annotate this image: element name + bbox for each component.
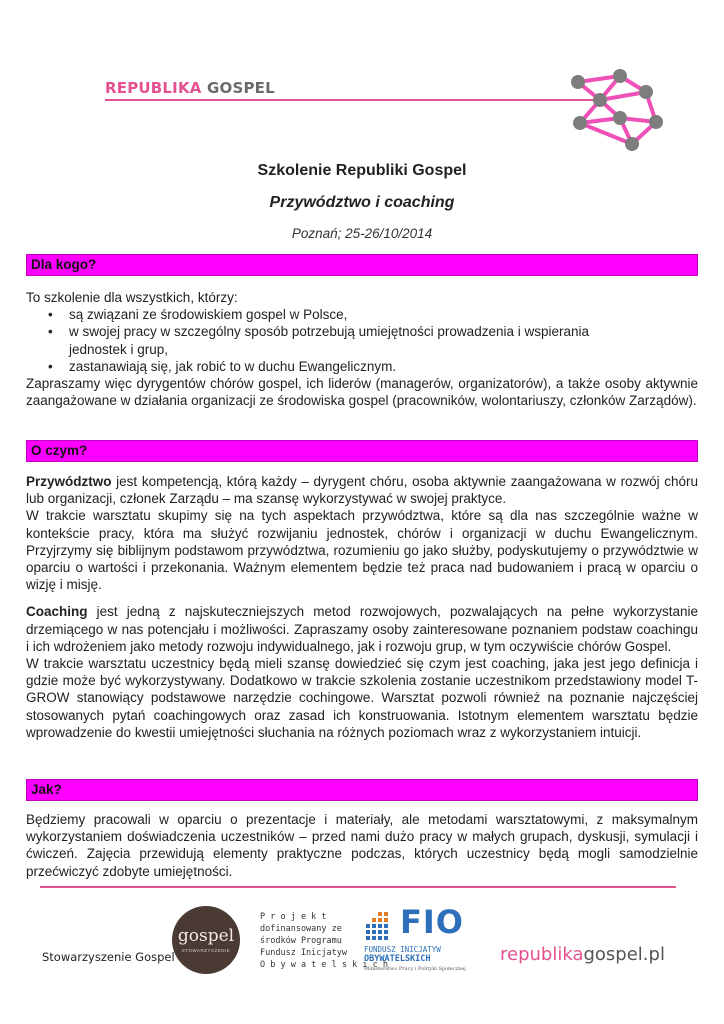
coaching-paragraph bbox=[26, 603, 698, 655]
fio-line1: FUNDUSZ INICJATYW bbox=[364, 945, 441, 954]
website-part1: republika bbox=[500, 944, 584, 965]
section-heading-dla-kogo: Dla kogo? bbox=[26, 254, 698, 276]
coaching-details: W trakcie warsztatu uczestnicy będą mieli szansę dowiedzieć się czym jest coaching, jaka jest jego definicja i gdzie może być wykorzystywany. Dodatkowo w trakcie szkolenia zostanie uczestnikom przedstawiony model T-GROW stanowiący podstawowe narzędzie cochingowe. Warsztat pozwoli również na poznanie najczęściej stosowanych pytań coachingowych oraz zasad ich konstruowania. Istotnym elementem warsztatu będzie wprowadzenie do kwestii umiejętności słuchania na różnych poziomach wraz z wykorzystaniem intuicji. bbox=[26, 656, 698, 740]
section-heading-o-czym: O czym? bbox=[26, 440, 698, 462]
project-line: P r o j e k t bbox=[260, 912, 327, 922]
brand-part-republika: REPUBLIKA bbox=[105, 79, 202, 97]
fio-logo: FIO bbox=[400, 903, 464, 941]
leadership-paragraph bbox=[26, 473, 698, 507]
place-date: Poznań; 25-26/10/2014 bbox=[291, 226, 433, 241]
page-subtitle: Przywództwo i coaching bbox=[269, 194, 455, 211]
project-line: dofinansowany ze bbox=[260, 924, 342, 934]
method-text: Będziemy pracowali w oparciu o prezentacje i materiały, ale metodami warsztatowymi, z maksymalnym wykorzystaniem doświadczenia uczestników – przed nami dużo pracy w małych grupach, dyskusji, symulacji i ćwiczeń. Zajęcia przewidują elementy praktyczne podczas, których uczestnicy będą mogli samodzielnie przećwiczyć zdobyte umiejętności. bbox=[26, 812, 698, 879]
list-item: • są związani ze środowiskiem gospel w Polsce, bbox=[26, 306, 698, 323]
org-name: Stowarzyszenie Gospel bbox=[42, 950, 175, 964]
audience-list bbox=[26, 306, 698, 375]
section-body-o-czym bbox=[26, 473, 698, 741]
term-leadership: Przywództwo bbox=[26, 474, 112, 489]
term-coaching: Coaching bbox=[26, 604, 88, 620]
list-item: • w swojej pracy w szczególny sposób potrzebują umiejętności prowadzenia i wspierania jednostek i grup, bbox=[26, 323, 698, 357]
leadership-definition: jest kompetencją, którą każdy – dyrygent chóru, osoba aktywnie zaangażowana w rozwój chóru lub organizacji, członek Zarządu – ma szansę wykorzystywać w swojej praktyce. bbox=[26, 474, 698, 507]
section-body-dla-kogo bbox=[26, 289, 698, 409]
leadership-details: W trakcie warsztatu skupimy się na tych aspektach przywództwa, które są dla nas szczególnie ważne w kontekście pracy, która ma służyć rozwijaniu jednostek, chórów i organizacji w duchu Ewangelicznym. Przyjrzymy się biblijnym podstawom przywództwa, rozumieniu go jako służby, podyskutujemy o przywództwie w oparciu o wartości i przekonania. Ważnym elementem będzie też praca nad budowaniem i pracą w oparciu o wizję i misję. bbox=[26, 508, 698, 593]
outro-text: Zapraszamy więc dyrygentów chórów gospel, ich liderów (managerów, organizatorów), a także osoby aktywnie zaangażowane w działania organizacji ze środowiska gospel (pracowników, wolontariuszy, członków Zarządów). bbox=[26, 376, 698, 409]
coaching-definition: jest jedną z najskuteczniejszych metod rozwojowych, pozwalających na pełne wykorzystanie drzemiącego w nas potencjału i możliwości. Zapraszamy osoby zainteresowane poznaniem podstaw coachingu i ich wdrożeniem jako metody rozwoju indywidualnego, jak i rozwoju grup, w tym oczywiście chórów Gospel. bbox=[26, 604, 698, 654]
gospel-logo bbox=[172, 906, 240, 974]
page-title: Szkolenie Republiki Gospel bbox=[257, 162, 467, 179]
website-part2: gospel.pl bbox=[583, 944, 665, 965]
brand-part-gospel: GOSPEL bbox=[207, 79, 275, 97]
section-heading-jak: Jak? bbox=[26, 779, 698, 801]
section-body-jak bbox=[26, 811, 698, 880]
project-line: środków Programu bbox=[260, 936, 342, 946]
list-item: • zastanawiają się, jak robić to w duchu Ewangelicznym. bbox=[26, 358, 698, 375]
gospel-logo-text: gospel bbox=[177, 926, 235, 946]
project-line: Fundusz Inicjatyw bbox=[260, 948, 347, 958]
header-network-graphic bbox=[0, 60, 724, 160]
fio-line3: Ministerstwo Pracy i Polityki Społecznej bbox=[364, 966, 466, 972]
gospel-logo-sub: STOWARZYSZENIE bbox=[181, 948, 231, 953]
project-line: O b y w a t e l s k i c h bbox=[260, 960, 388, 970]
fio-line2: OBYWATELSKICH bbox=[364, 954, 431, 964]
intro-text: To szkolenie dla wszystkich, którzy: bbox=[26, 290, 238, 305]
website-link[interactable] bbox=[500, 944, 665, 965]
fio-dots-icon bbox=[362, 910, 396, 944]
footer-divider bbox=[40, 886, 676, 888]
